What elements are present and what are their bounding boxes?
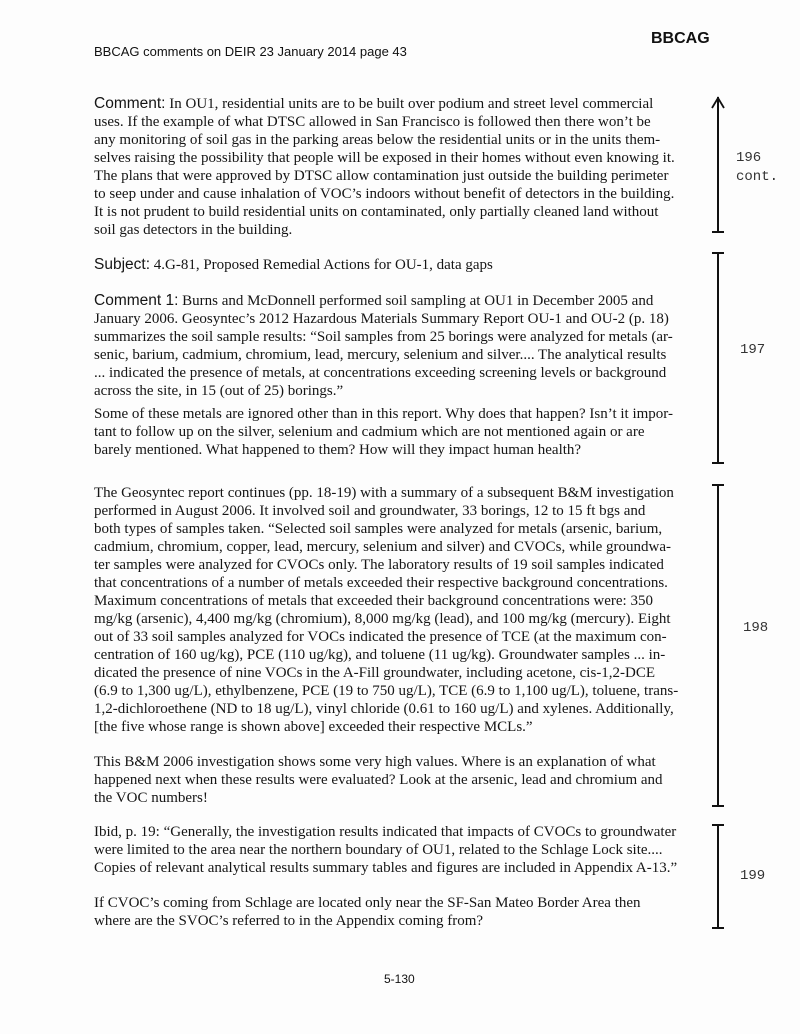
comment-number-199: 199	[740, 868, 766, 884]
comment-198-followup	[94, 753, 714, 807]
subject-line	[94, 256, 714, 274]
text-line: Some of these metals are ignored other than in this report. Why does that happen? Isn’t it impor-	[94, 406, 674, 422]
text-line: It is not prudent to build residential units on contaminated, only partially cleaned land without	[94, 204, 659, 220]
comment-number-196: 196	[736, 150, 762, 166]
comment-number-197: 197	[740, 342, 766, 358]
text-line: selves raising the possibility that people will be exposed in their homes without even knowing it.	[94, 150, 675, 166]
subject-text: 4.G-81, Proposed Remedial Actions for OU-1, data gaps	[150, 257, 493, 273]
text-line: out of 33 soil samples analyzed for VOCs indicated the presence of TCE (at the maximum con-	[94, 629, 667, 645]
org-header: BBCAG	[651, 30, 710, 47]
text-line: 1,2-dichloroethene (ND to 18 ug/L), vinyl chloride (0.61 to 160 ug/L) and xylenes. Additionally,	[94, 701, 674, 717]
text-line: the VOC numbers!	[94, 790, 208, 806]
text-line: summarizes the soil sample results: “Soil samples from 25 borings were analyzed for metals (ar-	[94, 329, 673, 345]
text-line: where are the SVOC’s referred to in the Appendix coming from?	[94, 913, 484, 929]
text-line: The plans that were approved by DTSC allow contamination just outside the building perimeter	[94, 168, 669, 184]
text-line: were limited to the area near the northern boundary of OU1, related to the Schlage Lock site....	[94, 842, 663, 858]
text-line: mg/kg (arsenic), 4,400 mg/kg (chromium), 8,000 mg/kg (lead), and 100 mg/kg (mercury). Eight	[94, 611, 671, 627]
text-line: happened next when these results were evaluated? Look at the arsenic, lead and chromium and	[94, 772, 663, 788]
comment-197-paragraph	[94, 292, 714, 400]
text-line: ... indicated the presence of metals, at concentrations exceeding screening levels or background	[94, 365, 667, 381]
comment-199-followup	[94, 894, 714, 930]
text-line: The Geosyntec report continues (pp. 18-19) with a summary of a subsequent B&M investigation	[94, 485, 674, 501]
text-line: This B&M 2006 investigation shows some very high values. Where is an explanation of what	[94, 754, 656, 770]
text-line: barely mentioned. What happened to them? How will they impact human health?	[94, 442, 582, 458]
text-line: performed in August 2006. It involved soil and groundwater, 33 borings, 12 to 15 ft bgs and	[94, 503, 646, 519]
comment-198-paragraph	[94, 484, 714, 736]
text-line: Burns and McDonnell performed soil sampling at OU1 in December 2005 and	[178, 293, 654, 309]
bracket-cap	[712, 927, 724, 929]
bracket-cap	[712, 231, 724, 233]
running-title: BBCAG comments on DEIR 23 January 2014 page 43	[94, 44, 407, 59]
text-line: Maximum concentrations of metals that exceeded their background concentrations were: 350	[94, 593, 653, 609]
comment-number-198: 198	[743, 620, 769, 636]
comment-197-bracket	[717, 252, 719, 463]
text-line: across the site, in 15 (out of 25) borings.”	[94, 383, 344, 399]
text-line: January 2006. Geosyntec’s 2012 Hazardous Materials Summary Report OU-1 and OU-2 (p. 18)	[94, 311, 669, 327]
text-line: (6.9 to 1,300 ug/L), ethylbenzene, PCE (19 to 750 ug/L), TCE (6.9 to 1,100 ug/L), toluene, trans-	[94, 683, 679, 699]
text-line: Copies of relevant analytical results summary tables and figures are included in Appendix A-13.”	[94, 860, 678, 876]
comment-196-bracket	[717, 97, 719, 232]
text-line: In OU1, residential units are to be built over podium and street level commercial	[165, 96, 654, 112]
comment-198-bracket	[717, 484, 719, 806]
comment-label: Comment:	[94, 95, 166, 112]
text-line: both types of samples taken. “Selected soil samples were analyzed for metals (arsenic, barium,	[94, 521, 663, 537]
text-line: any monitoring of soil gas in the parking areas below the residential units or in the units them-	[94, 132, 661, 148]
bracket-cap	[712, 462, 724, 464]
comment-197-followup	[94, 405, 714, 459]
comment-199-paragraph	[94, 823, 714, 877]
text-line: senic, barium, cadmium, chromium, lead, mercury, selenium and silver.... The analytical results	[94, 347, 667, 363]
text-line: centration of 160 ug/kg), PCE (110 ug/kg), and toluene (11 ug/kg). Groundwater samples ... in-	[94, 647, 666, 663]
comment-196-paragraph	[94, 95, 714, 239]
bracket-cap	[712, 805, 724, 807]
text-line: If CVOC’s coming from Schlage are located only near the SF-San Mateo Border Area then	[94, 895, 641, 911]
text-line: ter samples were analyzed for CVOCs only. The laboratory results of 19 soil samples indicated	[94, 557, 664, 573]
text-line: tant to follow up on the silver, selenium and cadmium which are not mentioned again or are	[94, 424, 645, 440]
text-line: to seep under and cause inhalation of VOC’s indoors without benefit of detectors in the building.	[94, 186, 675, 202]
text-line: Ibid, p. 19: “Generally, the investigation results indicated that impacts of CVOCs to groundwater	[94, 824, 677, 840]
text-line: [the five whose range is shown above] exceeded their respective MCLs.”	[94, 719, 533, 735]
text-line: that concentrations of a number of metals exceeded their respective background concentrations.	[94, 575, 668, 591]
text-line: dicated the presence of nine VOCs in the A-Fill groundwater, including acetone, cis-1,2-DCE	[94, 665, 656, 681]
subject-label: Subject:	[94, 256, 151, 273]
text-line: uses. If the example of what DTSC allowed in San Francisco is followed then there won’t be	[94, 114, 651, 130]
comment-label: Comment 1:	[94, 292, 179, 309]
text-line: soil gas detectors in the building.	[94, 222, 293, 238]
comment-number-note: cont.	[736, 169, 779, 185]
page-number: 5-130	[384, 972, 415, 986]
text-line: cadmium, chromium, copper, lead, mercury, selenium and silver) and CVOCs, while groundwa-	[94, 539, 672, 555]
comment-199-bracket	[717, 824, 719, 928]
